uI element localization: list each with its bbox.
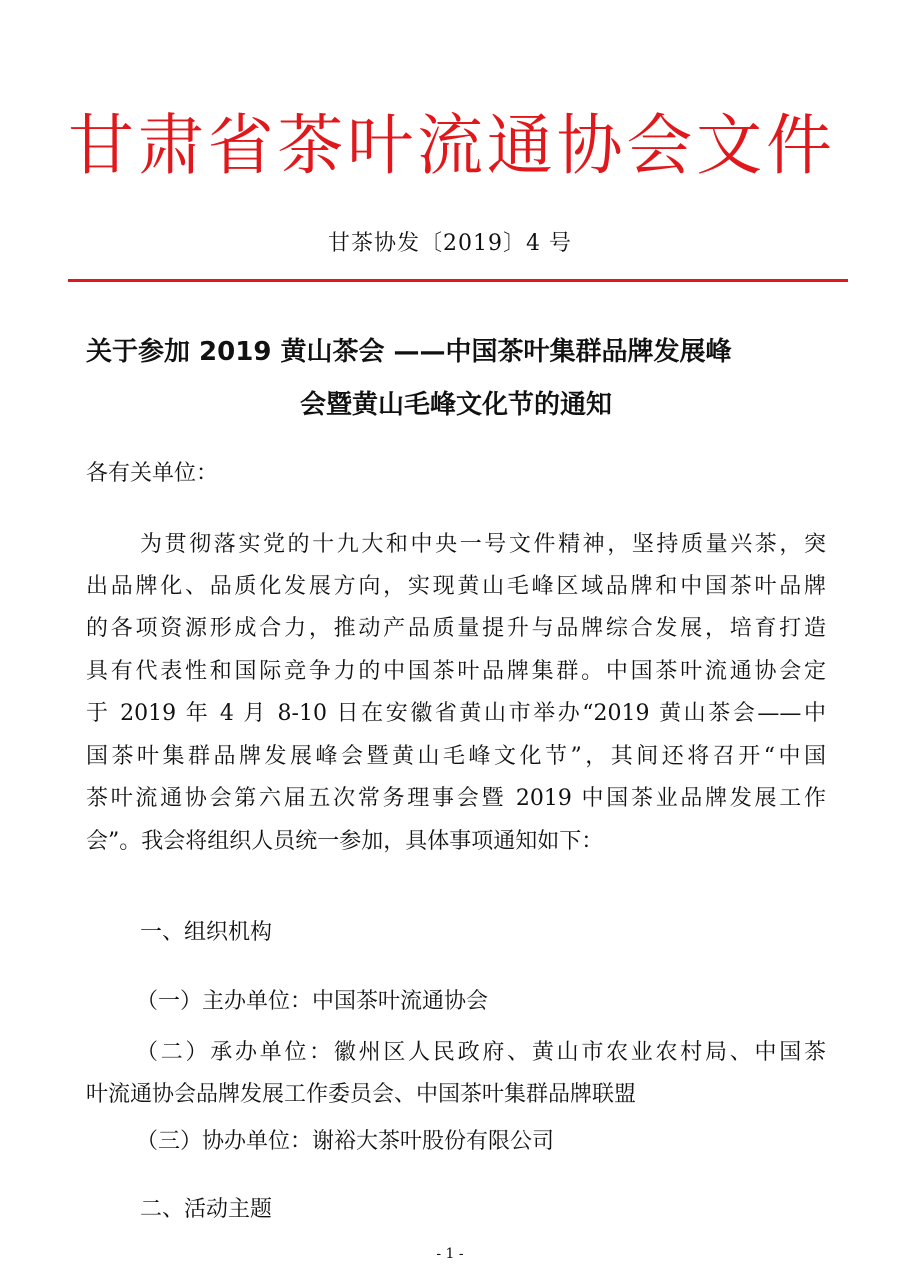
header-char: 茶 bbox=[277, 107, 344, 184]
header-char: 甘 bbox=[68, 107, 134, 184]
body-line: 国茶叶集群品牌发展峰会暨黄山毛峰文化节”，其间还将召开“中国 bbox=[86, 744, 826, 769]
section-heading-2: 二、活动主题 bbox=[140, 1197, 273, 1222]
salutation: 各有关单位： bbox=[86, 461, 219, 486]
page-number: - 1 - bbox=[436, 1246, 464, 1262]
header-char: 件 bbox=[765, 107, 832, 184]
header-char: 文 bbox=[696, 107, 763, 184]
list-item: （一）主办单位：中国茶叶流通协会 bbox=[136, 989, 489, 1014]
header-char: 流 bbox=[416, 107, 483, 184]
body-line: 茶叶流通协会第六届五次常务理事会暨 2019 中国茶业品牌发展工作 bbox=[86, 786, 826, 811]
header-char: 叶 bbox=[347, 107, 414, 184]
list-item: （三）协办单位：谢裕大茶叶股份有限公司 bbox=[136, 1129, 555, 1154]
notice-title-line-2: 会暨黄山毛峰文化节的通知 bbox=[299, 390, 612, 420]
red-divider-line bbox=[68, 279, 848, 282]
body-line: 会”。我会将组织人员统一参加，具体事项通知如下： bbox=[86, 829, 604, 854]
body-line: 的各项资源形成合力，推动产品质量提升与品牌综合发展，培育打造 bbox=[86, 616, 826, 641]
header-char: 通 bbox=[486, 107, 553, 184]
body-line: 出品牌化、品质化发展方向，实现黄山毛峰区域品牌和中国茶叶品牌 bbox=[86, 574, 826, 599]
body-line: 为贯彻落实党的十九大和中央一号文件精神，坚持质量兴茶，突 bbox=[140, 532, 826, 557]
header-char: 协 bbox=[556, 107, 623, 184]
body-line: 于 2019 年 4 月 8-10 日在安徽省黄山市举办“2019 黄山茶会——中 bbox=[86, 701, 826, 726]
header-char: 肃 bbox=[137, 107, 204, 184]
header-char: 会 bbox=[626, 107, 693, 184]
header-char: 省 bbox=[207, 107, 274, 184]
document-number: 甘茶协发〔2019〕4 号 bbox=[328, 231, 572, 256]
document-header-title bbox=[68, 96, 832, 196]
list-item: （二）承办单位：徽州区人民政府、黄山市农业农村局、中国茶 bbox=[136, 1040, 826, 1065]
list-item: 叶流通协会品牌发展工作委员会、中国茶叶集群品牌联盟 bbox=[86, 1082, 637, 1107]
notice-title-line-1: 关于参加 2019 黄山茶会 ——中国茶叶集群品牌发展峰 bbox=[86, 337, 732, 367]
section-heading-1: 一、组织机构 bbox=[140, 920, 273, 945]
body-line: 具有代表性和国际竞争力的中国茶叶品牌集群。中国茶叶流通协会定 bbox=[86, 659, 826, 684]
